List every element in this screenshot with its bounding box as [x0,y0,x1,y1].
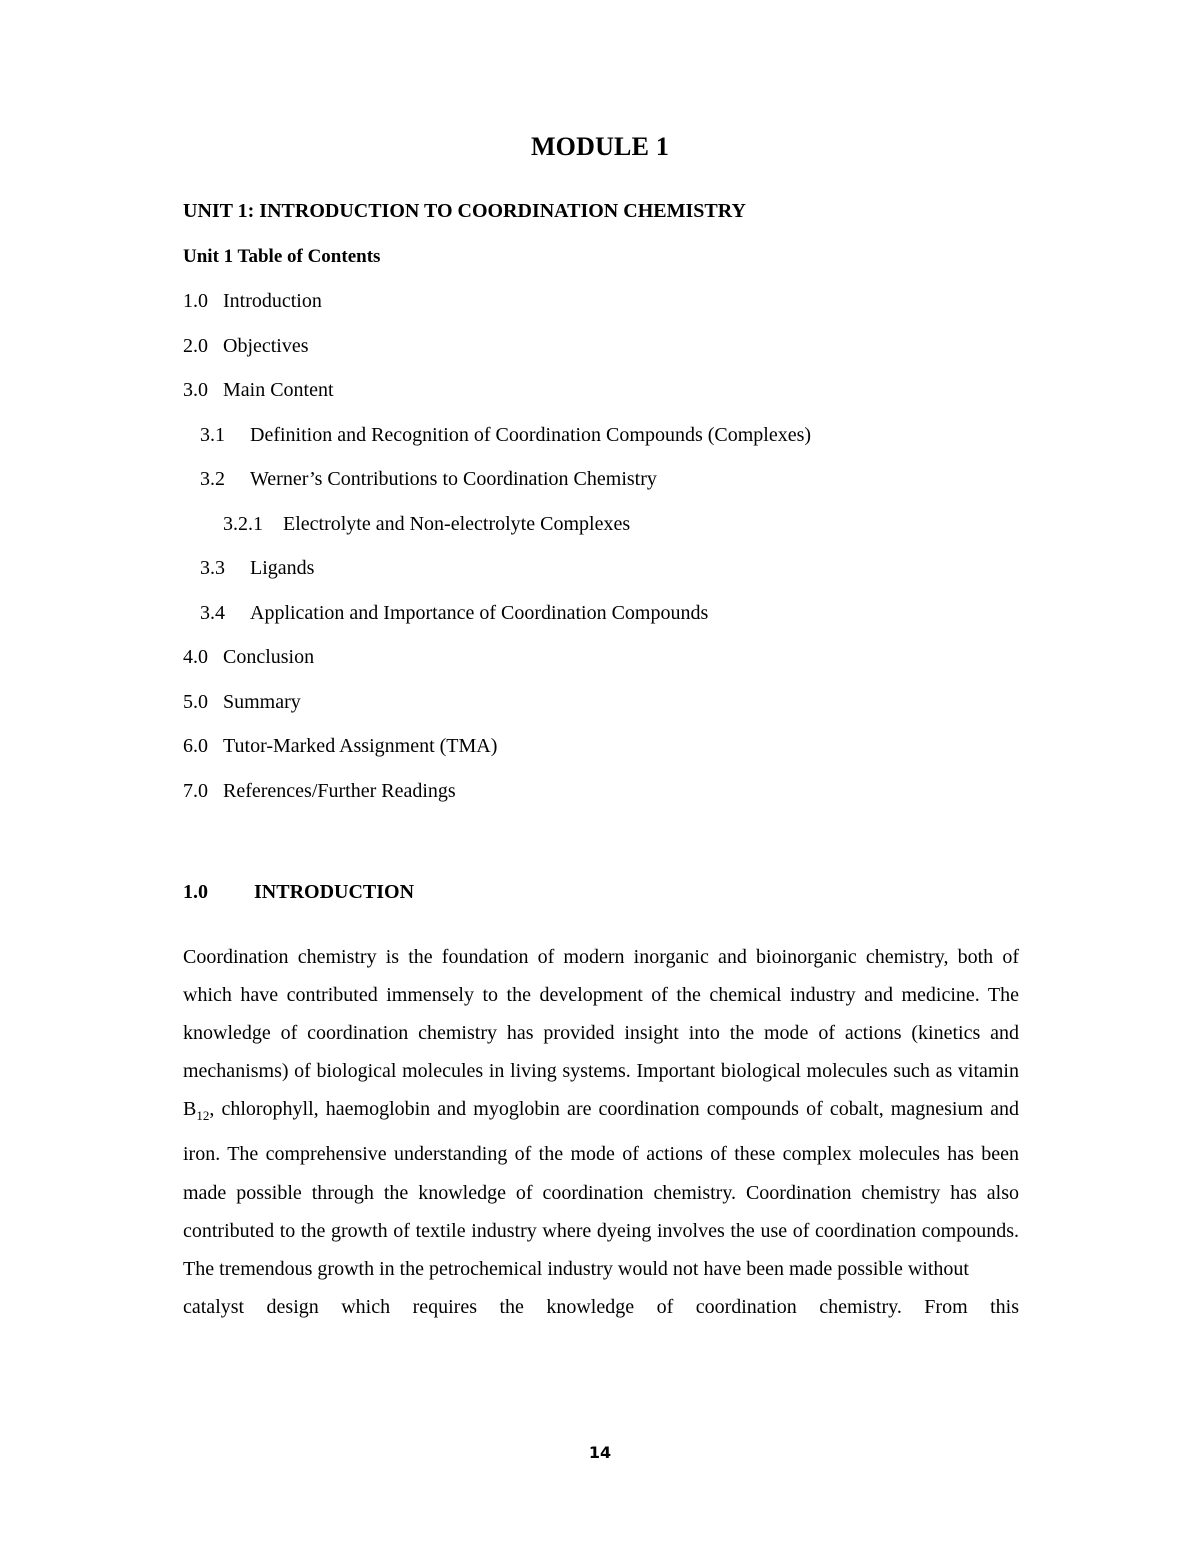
toc-item [183,286,1023,331]
toc-item-number: 7.0 [183,779,208,802]
toc-item [183,731,1023,776]
toc-item [183,687,1023,732]
introduction-paragraph [183,938,1019,1326]
section-title: INTRODUCTION [254,881,415,903]
toc-item-label: Summary [223,690,301,713]
toc-item-label: Ligands [250,557,315,579]
toc-item-number: 5.0 [183,690,208,713]
toc-item-label: Application and Importance of Coordination Compounds [250,601,709,624]
subscript-text: 12 [196,1108,210,1124]
toc-item [183,420,1023,465]
section-number: 1.0 [183,881,208,903]
toc-item-label: Conclusion [223,646,315,668]
paragraph-text: , chlorophyll, haemoglobin and myoglobin are coordination compounds of cobalt, magnesium and iron. The comprehensive understanding of the mode of actions of these complex molecules has been made possible through the knowledge of coordination chemistry. Coordination chemistry has also contributed to the growth of textile industry where dyeing involves the use of coordination compounds. The tremendous growth in the petrochemical industry would not have been made possible without [183,1098,1019,1280]
section-heading [183,881,414,904]
toc-item-number: 3.3 [200,557,225,579]
toc-item-number: 3.2 [200,468,225,490]
toc-item [183,331,1023,376]
toc-item-label: Tutor-Marked Assignment (TMA) [223,735,498,757]
toc-item-number: 4.0 [183,646,208,668]
toc-item-label: Introduction [223,290,322,312]
toc-item [183,553,1023,598]
toc-item-number: 2.0 [183,334,208,357]
toc-item-label: References/Further Readings [223,779,456,802]
toc-item [183,464,1023,509]
toc-item-label: Objectives [223,334,309,357]
toc-item-label: Main Content [223,379,334,401]
toc-item-number: 6.0 [183,735,208,757]
toc-item [183,776,1023,821]
toc-item-number: 3.0 [183,379,208,401]
toc-item [183,509,1023,554]
toc-heading: Unit 1 Table of Contents [183,246,381,267]
toc-item-number: 3.4 [200,601,225,624]
toc-item [183,598,1023,643]
toc-item-label: Werner’s Contributions to Coordination Chemistry [250,468,657,490]
toc-item [183,642,1023,687]
table-of-contents [183,286,1023,820]
module-title: MODULE 1 [530,132,670,161]
toc-item-number: 3.2.1 [223,512,263,535]
toc-item-number: 1.0 [183,290,208,312]
toc-item-label: Definition and Recognition of Coordination Compounds (Complexes) [250,423,812,446]
paragraph-text: Coordination chemistry is the foundation of modern inorganic and bioinorganic chemistry, both of which have contributed immensely to the development of the chemical industry and medicine. The knowledge of coordination chemistry has provided insight into the mode of actions (kinetics and mechanisms) of biological molecules in living systems. Important biological molecules such as vitamin B [183,946,1019,1121]
toc-item-label: Electrolyte and Non-electrolyte Complexes [283,512,631,535]
toc-item-number: 3.1 [200,423,225,446]
toc-item [183,375,1023,420]
unit-title: UNIT 1: INTRODUCTION TO COORDINATION CHEMISTRY [183,200,746,222]
paragraph-last-line: catalyst design which requires the knowledge of coordination chemistry. From this [183,1295,1019,1318]
page-number: 14 [588,1443,612,1462]
